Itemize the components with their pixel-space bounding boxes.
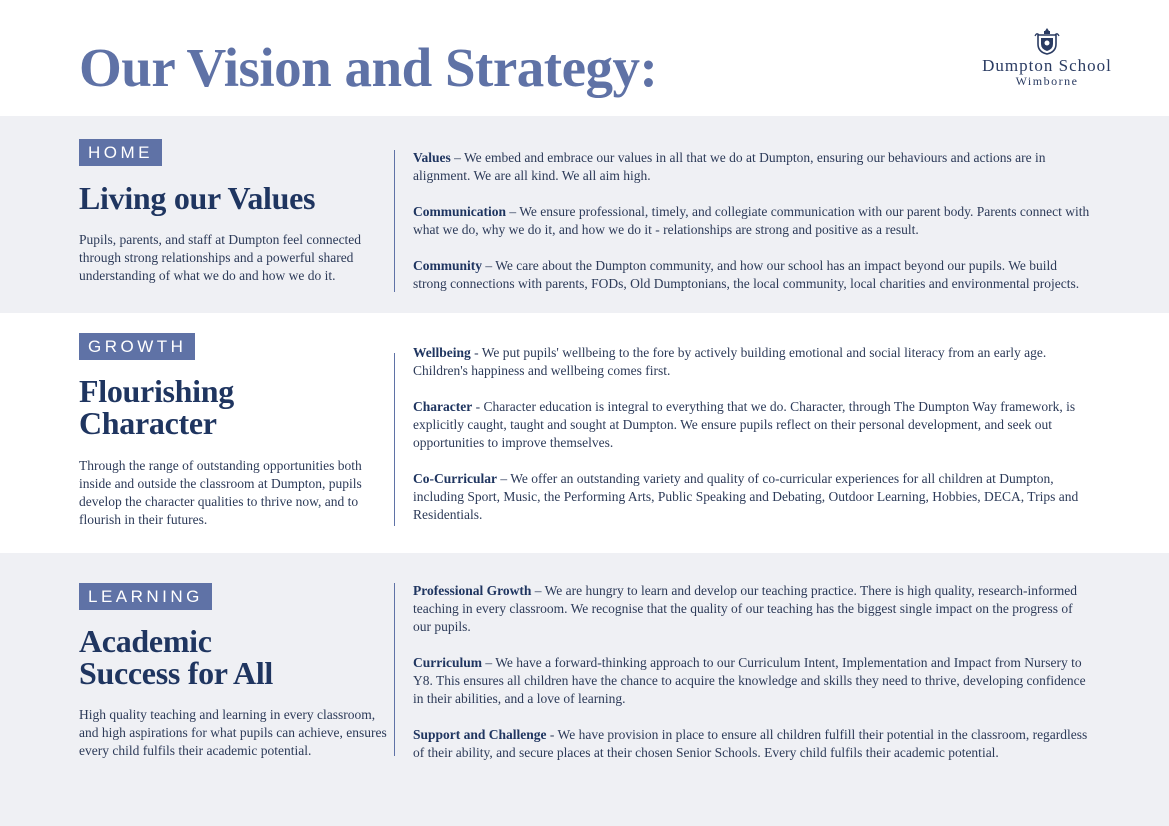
item-label: Community bbox=[413, 258, 483, 273]
item-text: – We ensure professional, timely, and collegiate communication with our parent body. Parents connect with what we do, why we do it, and how we do it - relationships are strong and positive as a result. bbox=[413, 204, 1090, 237]
section-items bbox=[413, 344, 1093, 542]
section-divider bbox=[394, 353, 395, 526]
section-heading bbox=[79, 182, 315, 214]
item-text: – We have a forward-thinking approach to our Curriculum Intent, Implementation and Impact from Nursery to Y8. This ensures all children have the chance to acquire the knowledge and skills they need to thrive, developing confidence in their abilities, and a love of learning. bbox=[413, 655, 1086, 706]
value-item bbox=[413, 344, 1093, 380]
section-heading bbox=[79, 375, 234, 439]
section-divider bbox=[394, 150, 395, 292]
section-growth bbox=[0, 313, 1169, 553]
value-item bbox=[413, 398, 1093, 452]
section-items bbox=[413, 149, 1093, 311]
section-divider bbox=[394, 583, 395, 756]
value-item bbox=[413, 726, 1093, 762]
section-heading-line: Living our Values bbox=[79, 180, 316, 216]
section-summary: High quality teaching and learning in every classroom, and high aspirations for what pupils can achieve, ensures every child fulfils their academic potential. bbox=[79, 707, 387, 758]
section-summary: Pupils, parents, and staff at Dumpton feel connected through strong relationships and a powerful shared understanding of what we do and how we do it. bbox=[79, 232, 362, 283]
item-label: Co-Curricular bbox=[413, 471, 497, 486]
value-item bbox=[413, 654, 1093, 708]
section-tag: HOME bbox=[79, 139, 162, 166]
section-tag: GROWTH bbox=[79, 333, 195, 360]
item-label: Values bbox=[413, 150, 451, 165]
item-text: - We have provision in place to ensure all children fulfill their potential in the classroom, regardless of their ability, and secure places at their chosen Senior Schools. Every child fulfils their academic potential. bbox=[413, 727, 1088, 760]
value-item bbox=[413, 582, 1093, 636]
item-text: – We care about the Dumpton community, and how our school has an impact beyond our pupils. We build strong connections with parents, FODs, Old Dumptonians, the local community, local charities and environmental projects. bbox=[413, 258, 1080, 291]
value-item bbox=[413, 149, 1093, 185]
section-heading-line: Character bbox=[79, 405, 217, 441]
school-logo bbox=[962, 26, 1132, 89]
page-header bbox=[0, 0, 1169, 116]
item-text: - Character education is integral to everything that we do. Character, through The Dumpton Way framework, is explicitly caught, taught and sought at Dumpton. We ensure pupils reflect on their personal development, and seek out opportunities to improve themselves. bbox=[413, 399, 1076, 450]
section-home bbox=[0, 116, 1169, 313]
item-label: Curriculum bbox=[413, 655, 482, 670]
item-text: – We embed and embrace our values in all that we do at Dumpton, ensuring our behaviours and actions are in alignment. We are all kind. We all aim high. bbox=[413, 150, 1046, 183]
item-label: Character bbox=[413, 399, 473, 414]
item-label: Professional Growth bbox=[413, 583, 532, 598]
value-item bbox=[413, 203, 1093, 239]
section-tag: LEARNING bbox=[79, 583, 212, 610]
section-heading-line: Academic bbox=[79, 623, 212, 659]
logo-school-name: Dumpton School bbox=[982, 56, 1112, 75]
item-label: Communication bbox=[413, 204, 507, 219]
school-crest-icon bbox=[1032, 26, 1062, 56]
section-items bbox=[413, 582, 1093, 780]
logo-location: Wimborne bbox=[1015, 74, 1079, 88]
item-label: Support and Challenge bbox=[413, 727, 547, 742]
section-summary: Through the range of outstanding opportunities both inside and outside the classroom at Dumpton, pupils develop the character qualities to thrive now, and to flourish in their futures. bbox=[79, 458, 362, 527]
item-text: – We are hungry to learn and develop our teaching practice. There is high quality, research-informed teaching in every classroom. We recognise that the quality of our teaching has the biggest single impact on the progress of our pupils. bbox=[413, 583, 1077, 634]
item-text: – We offer an outstanding variety and quality of co-curricular experiences for all children at Dumpton, including Sport, Music, the Performing Arts, Public Speaking and Debating, Outdoor Learning, Hobbies, DECA, Trips and Residentials. bbox=[413, 471, 1079, 522]
page-title: Our Vision and Strategy: bbox=[79, 37, 658, 98]
section-heading-line: Flourishing bbox=[79, 373, 234, 409]
section-learning bbox=[0, 553, 1169, 826]
item-label: Wellbeing bbox=[413, 345, 471, 360]
value-item bbox=[413, 470, 1093, 524]
item-text: - We put pupils' wellbeing to the fore by actively building emotional and social literacy from an early age. Children's happiness and wellbeing comes first. bbox=[413, 345, 1047, 378]
value-item bbox=[413, 257, 1093, 293]
section-heading-line: Success for All bbox=[79, 655, 274, 691]
section-heading bbox=[79, 625, 273, 689]
